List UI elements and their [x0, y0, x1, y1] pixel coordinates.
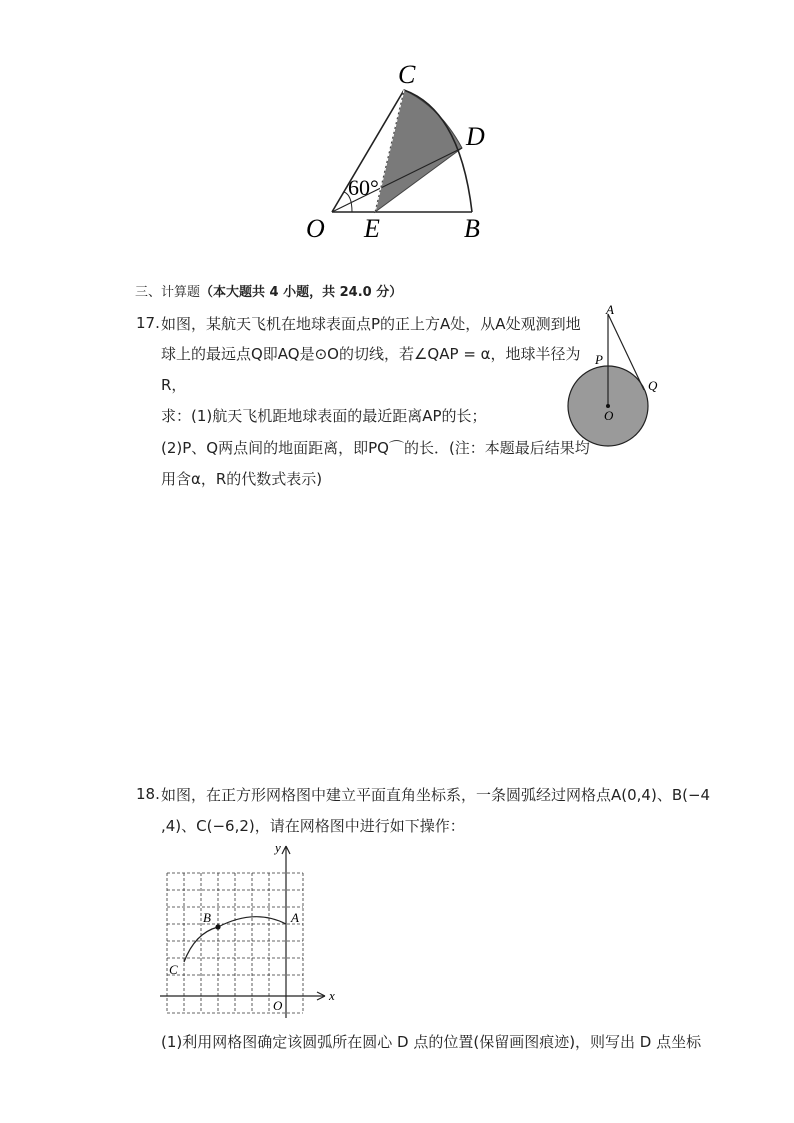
q17-line2: 球上的最远点Q即AQ是⊙O的切线，若∠QAP = α，地球半径为 [161, 345, 581, 363]
q18-number: 18. [136, 785, 160, 803]
section-prefix: 三、计算题 [135, 285, 201, 300]
q18-line1: 如图，在正方形网格图中建立平面直角坐标系，一条圆弧经过网格点A(0,4)、B(−4 [161, 786, 711, 804]
point-b [215, 924, 220, 929]
q18-line2: ,4)、C(−6,2)，请在网格图中进行如下操作： [161, 817, 465, 835]
section-header [135, 283, 402, 303]
label-y: y [275, 840, 281, 855]
q17-line5: (2)P、Q两点间的地面距离，即PQ⌒的长．(注：本题最后结果均 [161, 439, 590, 457]
section-detail: （本大题共 4 小题，共 24.0 分） [200, 285, 403, 300]
label-d: D [466, 122, 485, 151]
grid-lines [167, 873, 303, 1013]
grid-figure [155, 838, 345, 1018]
label-o-grid: O [273, 998, 283, 1013]
label-q: Q [648, 378, 658, 393]
label-o: O [306, 214, 325, 243]
earth-figure [560, 300, 670, 450]
label-x: x [329, 988, 335, 1003]
label-b-grid: B [203, 910, 211, 925]
shaded-region [375, 90, 462, 212]
label-b: B [464, 214, 480, 243]
sector-figure [300, 55, 500, 245]
label-o-earth: O [604, 408, 614, 423]
label-angle: 60° [348, 175, 379, 200]
label-c: C [398, 60, 416, 89]
q17-line3: R， [161, 376, 187, 394]
q18-sub1: (1)利用网格图确定该圆弧所在圆心 D 点的位置(保留画图痕迹)，则写出 D 点坐标 [161, 1033, 702, 1051]
label-p: P [595, 352, 603, 367]
label-e: E [364, 214, 380, 243]
label-a: A [606, 302, 614, 317]
q17-number: 17. [136, 314, 160, 332]
label-a-grid: A [291, 910, 299, 925]
q17-line4: 求：(1)航天飞机距地球表面的最近距离AP的长； [161, 407, 487, 425]
label-c-grid: C [169, 962, 178, 977]
q17-line1: 如图，某航天飞机在地球表面点P的正上方A处，从A处观测到地 [161, 315, 581, 333]
q17-line6: 用含α，R的代数式表示) [161, 470, 323, 488]
